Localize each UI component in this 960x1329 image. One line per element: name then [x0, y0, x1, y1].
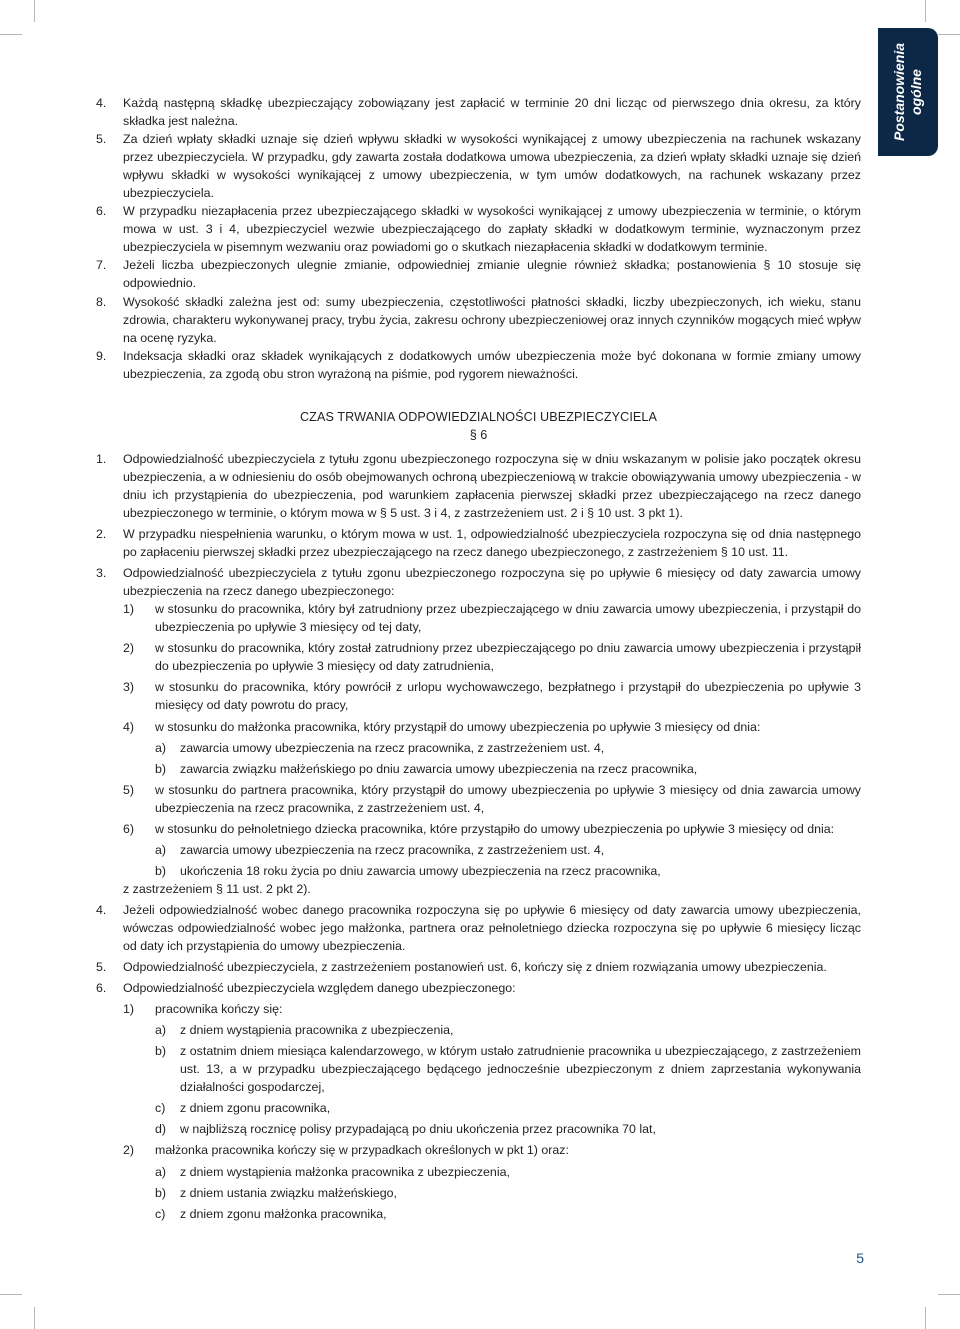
letter-item-text: z ostatnim dniem miesiąca kalendarzowego, w którym ustało zatrudnienie pracownika u ubezpieczającego, z zastrzeżeniem ust. 13, a w przypadku ubezpieczającego będącego jednocześnie ubezpieczonym z dniem zaprzestania wykonywania działalności gospodarczej,: [180, 1044, 861, 1095]
letter-item: [155, 1021, 861, 1039]
crop-mark: [0, 34, 22, 35]
side-tab-line-2: ogólne: [908, 69, 924, 115]
letter-item: [155, 760, 861, 778]
list-item: [96, 202, 861, 256]
letter-item-text: z dniem wystąpienia pracownika z ubezpieczenia,: [180, 1023, 454, 1038]
letter-item-number: d): [155, 1122, 167, 1137]
sub-item-number: 3): [123, 680, 135, 695]
sub-item: [123, 639, 861, 675]
item-number: 5.: [96, 960, 107, 975]
letter-item: [155, 862, 861, 880]
sub-item: [123, 781, 861, 817]
list-item: [96, 958, 861, 976]
letter-item: [155, 1042, 861, 1096]
list-item: [96, 94, 861, 130]
side-tab-line-1: Postanowienia: [891, 42, 907, 142]
list-item: [96, 979, 861, 997]
item-text: Odpowiedzialność ubezpieczyciela z tytułu zgonu ubezpieczonego rozpoczyna się po upływie 6 miesięcy od daty zawarcia umowy ubezpieczenia na rzecz danego ubezpieczonego:: [123, 566, 861, 599]
sub-item: [123, 600, 861, 636]
sub-item-text: w stosunku do pracownika, który został zatrudniony przez ubezpieczającego po dniu zawarcia umowy ubezpieczenia i przystąpił do ubezpieczenia po upływie 3 miesięcy od daty zatrudnienia,: [155, 641, 861, 674]
sub-item-number: 4): [123, 719, 135, 734]
letter-item: [155, 1163, 861, 1181]
crop-mark: [34, 0, 35, 22]
item-text: Wysokość składki zależna jest od: sumy ubezpieczenia, częstotliwości płatności składki, liczby ubezpieczonych, ich wieku, stanu zdrowia, charakteru wykonywanej pracy, trybu życia, zakresu ochrony ubezpieczeniowej oraz innych czynników mogących mieć wpływ na ocenę ryzyka.: [123, 294, 861, 345]
letter-item: [155, 1184, 861, 1202]
letter-item-number: a): [155, 1164, 167, 1179]
item-number: 5.: [96, 132, 107, 147]
letter-item: [155, 1120, 861, 1138]
sub-item-number: 2): [123, 641, 135, 656]
sub-item-number: 1): [123, 1002, 135, 1017]
sub-item: [123, 718, 861, 736]
section-title: CZAS TRWANIA ODPOWIEDZIALNOŚCI UBEZPIECZYCIELA: [299, 409, 658, 424]
document-body: [96, 94, 861, 1223]
crop-mark: [0, 1294, 22, 1295]
crop-mark: [925, 0, 926, 22]
side-tab-label: [891, 43, 925, 141]
item-text: Jeżeli liczba ubezpieczonych ulegnie zmianie, odpowiedniej zmianie ulegnie również składka; postanowienia § 10 stosuje się odpowiednio.: [123, 258, 861, 291]
item-number: 7.: [96, 258, 107, 273]
crop-mark: [938, 1294, 960, 1295]
crop-mark: [34, 1307, 35, 1329]
list-item: [96, 525, 861, 561]
item-number: 6.: [96, 204, 107, 219]
list-item: [96, 130, 861, 202]
letter-item-text: z dniem wystąpienia małżonka pracownika z ubezpieczenia,: [180, 1164, 510, 1179]
item-number: 4.: [96, 902, 107, 917]
item-number: 2.: [96, 527, 107, 542]
item-text: Indeksacja składki oraz składek wynikających z dodatkowych umów ubezpieczenia może być dokonana w formie zmiany umowy ubezpieczenia, za zgodą obu stron wyrażoną na piśmie, pod rygorem nieważności.: [123, 348, 861, 381]
list-item: [96, 256, 861, 292]
sub-item-text: w stosunku do pełnoletniego dziecka pracownika, które przystąpiło do umowy ubezpieczenia po upływie 3 miesięcy od dnia:: [155, 821, 835, 836]
letter-item-text: zawarcia związku małżeńskiego po dniu zawarcia umowy ubezpieczenia na rzecz pracownika,: [180, 761, 698, 776]
letter-item-number: b): [155, 1185, 167, 1200]
item-text: Jeżeli odpowiedzialność wobec danego pracownika rozpoczyna się po upływie 6 miesięcy od daty zawarcia umowy ubezpieczenia, wówczas odpowiedzialność wobec jego małżonka, partnera oraz pełnoletniego dziecka rozpoczyna się po upływie 6 miesięcy licząc od daty ich przystąpienia do umowy ubezpieczenia.: [123, 902, 861, 954]
sub-item-text: w stosunku do małżonka pracownika, który przystąpił do umowy ubezpieczenia po upływie 3 miesięcy od dnia:: [155, 719, 761, 734]
letter-item-text: z dniem ustania związku małżeńskiego,: [180, 1185, 397, 1200]
page-number: 5: [856, 1250, 864, 1266]
sub-item: [123, 1141, 861, 1159]
sub-item-text: w stosunku do partnera pracownika, który przystąpił do umowy ubezpieczenia po upływie 3 miesięcy od dnia zawarcia umowy ubezpieczenia na rzecz pracownika, z zastrzeżeniem ust. 4,: [155, 782, 861, 815]
item-tail-text: z zastrzeżeniem § 11 ust. 2 pkt 2).: [123, 881, 311, 896]
item-text: Każdą następną składkę ubezpieczający zobowiązany jest zapłacić w terminie 20 dni licząc od pierwszego dnia okresu, za który składka jest należna.: [123, 96, 861, 129]
list-item: [96, 293, 861, 347]
list-item: [96, 564, 861, 600]
item-number: 3.: [96, 566, 107, 581]
letter-item: [155, 841, 861, 859]
letter-item-text: zawarcia umowy ubezpieczenia na rzecz pracownika, z zastrzeżeniem ust. 4,: [180, 740, 605, 755]
crop-mark: [938, 34, 960, 35]
letter-item-number: a): [155, 1023, 167, 1038]
item-number: 4.: [96, 96, 107, 110]
letter-item-number: b): [155, 1044, 167, 1059]
letter-item-number: b): [155, 863, 167, 878]
letter-item-number: b): [155, 761, 167, 776]
item-number: 8.: [96, 294, 107, 309]
letter-item-text: z dniem zgonu małżonka pracownika,: [180, 1206, 387, 1221]
sub-item-number: 6): [123, 821, 135, 836]
sub-item-text: pracownika kończy się:: [155, 1002, 283, 1017]
sub-item-number: 5): [123, 782, 135, 797]
letter-item: [155, 1099, 861, 1117]
item-text: Odpowiedzialność ubezpieczyciela, z zastrzeżeniem postanowień ust. 6, kończy się z dniem rozwiązania umowy ubezpieczenia.: [123, 960, 827, 975]
letter-item-number: a): [155, 842, 167, 857]
letter-item-number: a): [155, 740, 167, 755]
letter-item-number: c): [155, 1206, 166, 1221]
section-paragraph-number: § 6: [469, 427, 488, 442]
item-text: Odpowiedzialność ubezpieczyciela z tytułu zgonu ubezpieczonego rozpoczyna się w dniu wskazanym w polisie jako początek okresu ubezpieczenia, a w odniesieniu do osób obejmowanych ochroną ubezpieczeniową w trakcie obowiązywania umowy ubezpieczenia - w dniu ich przystąpienia do ubezpieczenia, pod warunkiem zapłacenia pierwszej składki przez ubezpieczającego na rzecz danego ubezpieczonego w terminie, o którym mowa w § 5 ust. 3 i 4, z zastrzeżeniem ust. 2 i § 10 ust. 3 pkt 1).: [123, 451, 861, 520]
letter-item-text: ukończenia 18 roku życia po dniu zawarcia umowy ubezpieczenia na rzecz pracownika,: [180, 863, 661, 878]
letter-item-number: c): [155, 1101, 166, 1116]
item-text: Odpowiedzialność ubezpieczyciela względem danego ubezpieczonego:: [123, 981, 516, 996]
item-number: 9.: [96, 348, 107, 363]
item-text: W przypadku niezapłacenia przez ubezpieczającego składki w wysokości wynikającej z umowy ubezpieczenia w terminie, o którym mowa w ust. 3 i 4, ubezpieczyciel wezwie ubezpieczającego do zapłaty składki w dodatkowym terminie, wyznaczonym przez ubezpieczyciela w pisemnym wezwaniu oraz powiadomi go o skutkach niezapłacenia składki w dodatkowym terminie.: [123, 204, 861, 255]
item-number: 6.: [96, 981, 107, 996]
list-item: [96, 347, 861, 383]
list-item: [96, 450, 861, 522]
letter-item: [155, 1205, 861, 1223]
letter-item-text: w najbliższą rocznicę polisy przypadającą po dniu ukończenia przez pracownika 70 lat,: [180, 1122, 656, 1137]
sub-item-number: 2): [123, 1143, 135, 1158]
list-item: [96, 901, 861, 955]
crop-mark: [925, 1307, 926, 1329]
section-side-tab: [878, 28, 938, 156]
sub-item-number: 1): [123, 602, 135, 617]
letter-item-text: zawarcia umowy ubezpieczenia na rzecz pracownika, z zastrzeżeniem ust. 4,: [180, 842, 605, 857]
sub-item: [123, 820, 861, 838]
sub-item-text: w stosunku do pracownika, który powrócił z urlopu wychowawczego, bezpłatnego i przystąpił do ubezpieczenia po upływie 3 miesięcy od daty powrotu do pracy,: [155, 680, 861, 713]
letter-item-text: z dniem zgonu pracownika,: [180, 1101, 331, 1116]
sub-item: [123, 678, 861, 714]
letter-item: [155, 739, 861, 757]
sub-item-text: w stosunku do pracownika, który był zatrudniony przez ubezpieczającego w dniu zawarcia umowy ubezpieczenia, i przystąpił do ubezpieczenia po upływie 3 miesięcy od tej daty,: [155, 602, 861, 635]
item-number: 1.: [96, 451, 107, 466]
item-text: Za dzień wpłaty składki uznaje się dzień wpływu składki w wysokości wynikającej z umowy ubezpieczenia na rachunek wskazany przez ubezpieczyciela. W przypadku, gdy zawarta została dodatkowa umowa ubezpieczenia, za dzień wpłaty składki uznaje się dzień wpływu składki w wysokości wynikającej z umowy ubezpieczenia, w tym umów dodatkowych, na rachunek wskazany przez ubezpieczyciela.: [123, 132, 861, 201]
sub-item-text: małżonka pracownika kończy się w przypadkach określonych w pkt 1) oraz:: [155, 1143, 569, 1158]
item-text: W przypadku niespełnienia warunku, o którym mowa w ust. 1, odpowiedzialność ubezpieczyciela rozpoczyna się od dnia następnego po zapłaceniu pierwszej składki przez ubezpieczającego na rzecz danego ubezpieczonego, z zastrzeżeniem § 10 ust. 11.: [123, 527, 861, 560]
sub-item: [123, 1000, 861, 1018]
